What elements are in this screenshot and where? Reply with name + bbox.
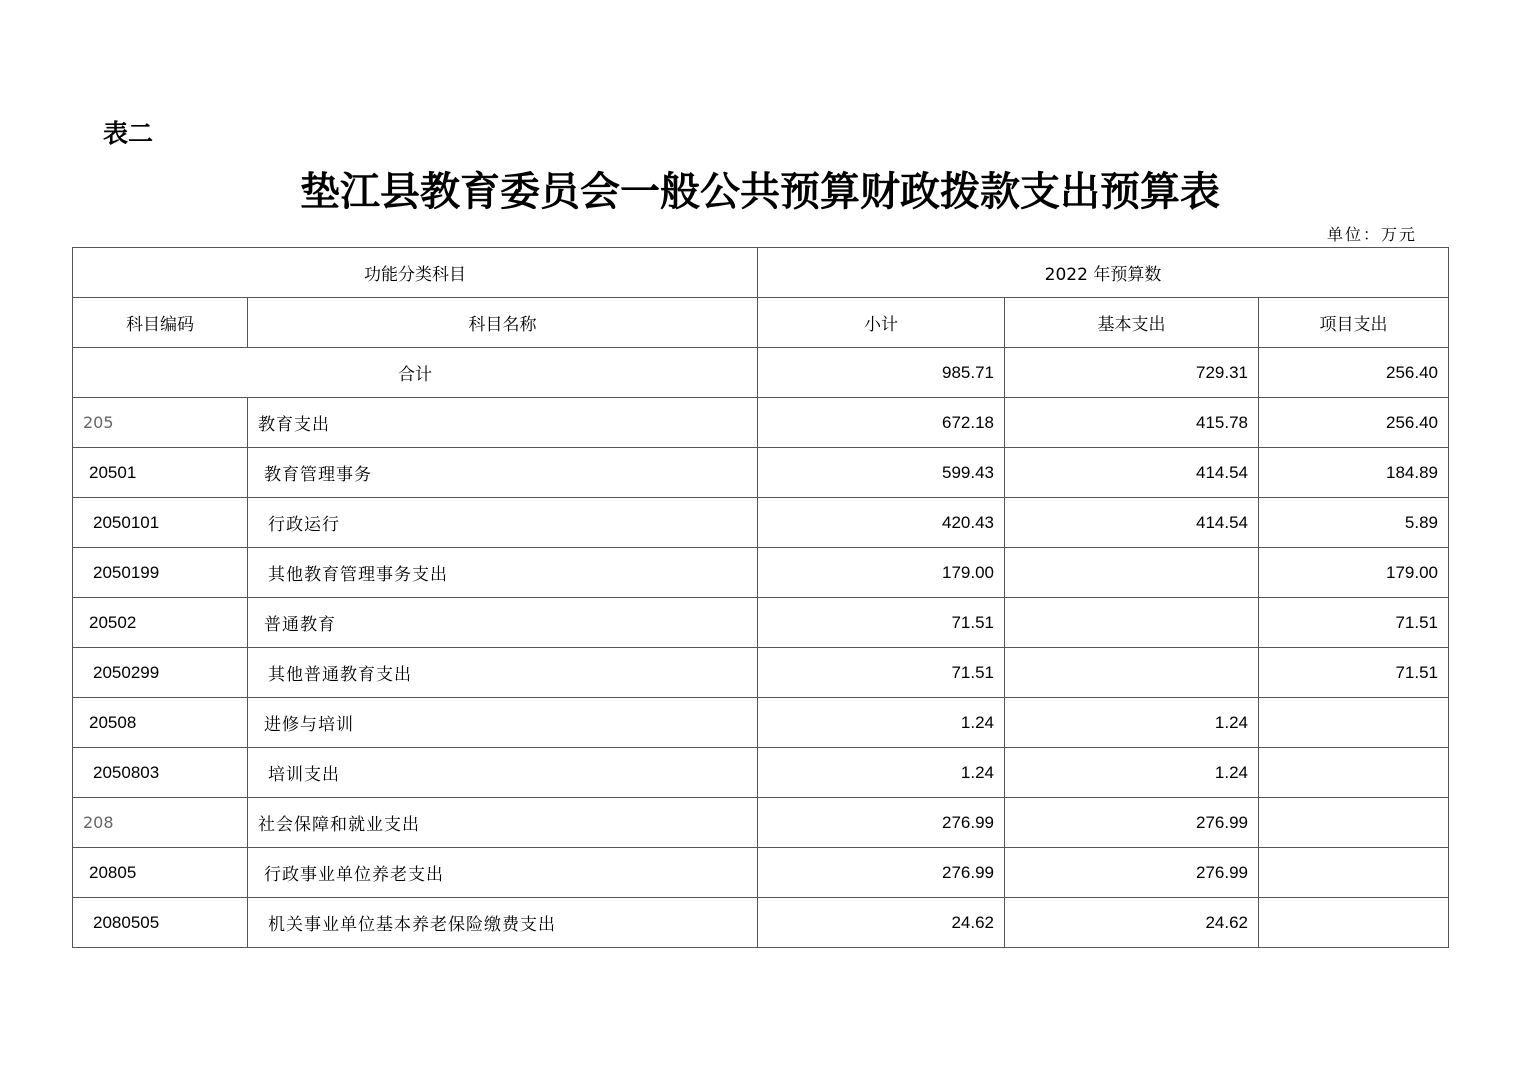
row-project: 184.89 [1259, 448, 1449, 498]
unit-label: 单位：万元 [1326, 225, 1417, 244]
row-project: 71.51 [1259, 598, 1449, 648]
row-code: 20805 [73, 848, 248, 898]
table-row [73, 698, 1449, 748]
table-row [73, 398, 1449, 448]
row-subtotal: 179.00 [758, 548, 1005, 598]
row-subtotal: 71.51 [758, 648, 1005, 698]
row-basic: 1.24 [1005, 698, 1259, 748]
row-code: 20501 [73, 448, 248, 498]
row-basic: 276.99 [1005, 798, 1259, 848]
total-project: 256.40 [1259, 348, 1449, 398]
row-basic [1005, 648, 1259, 698]
row-subtotal: 672.18 [758, 398, 1005, 448]
row-code: 20502 [73, 598, 248, 648]
row-basic: 1.24 [1005, 748, 1259, 798]
total-row [73, 348, 1449, 398]
header-budget-year: 2022 年预算数 [758, 248, 1449, 298]
row-name: 社会保障和就业支出 [248, 798, 758, 848]
total-basic: 729.31 [1005, 348, 1259, 398]
row-code: 2050199 [73, 548, 248, 598]
row-basic: 415.78 [1005, 398, 1259, 448]
header-project: 项目支出 [1259, 298, 1449, 348]
table-row [73, 498, 1449, 548]
row-name: 其他教育管理事务支出 [248, 548, 758, 598]
table-row [73, 798, 1449, 848]
header-basic: 基本支出 [1005, 298, 1259, 348]
row-project: 256.40 [1259, 398, 1449, 448]
header-function-category: 功能分类科目 [73, 248, 758, 298]
row-code: 2050101 [73, 498, 248, 548]
table-row [73, 598, 1449, 648]
total-label: 合计 [73, 348, 758, 398]
row-name: 普通教育 [248, 598, 758, 648]
total-subtotal: 985.71 [758, 348, 1005, 398]
row-code: 205 [73, 398, 248, 448]
row-name: 行政运行 [248, 498, 758, 548]
row-code: 20508 [73, 698, 248, 748]
row-name: 教育支出 [248, 398, 758, 448]
table-row [73, 848, 1449, 898]
row-code: 2050803 [73, 748, 248, 798]
budget-table-body [73, 248, 1449, 948]
header-name: 科目名称 [248, 298, 758, 348]
row-code: 208 [73, 798, 248, 848]
row-name: 培训支出 [248, 748, 758, 798]
table-row [73, 448, 1449, 498]
table-row [73, 548, 1449, 598]
row-project [1259, 848, 1449, 898]
row-subtotal: 24.62 [758, 898, 1005, 948]
row-basic [1005, 598, 1259, 648]
table-row [73, 748, 1449, 798]
row-subtotal: 599.43 [758, 448, 1005, 498]
document-title: 垫江县教育委员会一般公共预算财政拨款支出预算表 [300, 168, 1220, 215]
row-subtotal: 420.43 [758, 498, 1005, 548]
header-code: 科目编码 [73, 298, 248, 348]
row-name: 其他普通教育支出 [248, 648, 758, 698]
row-code: 2050299 [73, 648, 248, 698]
table-row [73, 898, 1449, 948]
row-subtotal: 276.99 [758, 848, 1005, 898]
row-project [1259, 898, 1449, 948]
row-project [1259, 798, 1449, 848]
header-group-row [73, 248, 1449, 298]
table-number-label: 表二 [103, 119, 154, 148]
row-project: 71.51 [1259, 648, 1449, 698]
row-name: 进修与培训 [248, 698, 758, 748]
row-project: 5.89 [1259, 498, 1449, 548]
row-subtotal: 1.24 [758, 748, 1005, 798]
row-basic: 276.99 [1005, 848, 1259, 898]
budget-table [72, 247, 1449, 948]
row-name: 机关事业单位基本养老保险缴费支出 [248, 898, 758, 948]
row-basic: 414.54 [1005, 448, 1259, 498]
table-row [73, 648, 1449, 698]
row-subtotal: 276.99 [758, 798, 1005, 848]
header-subtotal: 小计 [758, 298, 1005, 348]
row-basic: 24.62 [1005, 898, 1259, 948]
row-basic: 414.54 [1005, 498, 1259, 548]
row-basic [1005, 548, 1259, 598]
row-project [1259, 698, 1449, 748]
header-column-row [73, 298, 1449, 348]
row-name: 教育管理事务 [248, 448, 758, 498]
row-project [1259, 748, 1449, 798]
row-name: 行政事业单位养老支出 [248, 848, 758, 898]
row-subtotal: 1.24 [758, 698, 1005, 748]
row-subtotal: 71.51 [758, 598, 1005, 648]
row-project: 179.00 [1259, 548, 1449, 598]
row-code: 2080505 [73, 898, 248, 948]
